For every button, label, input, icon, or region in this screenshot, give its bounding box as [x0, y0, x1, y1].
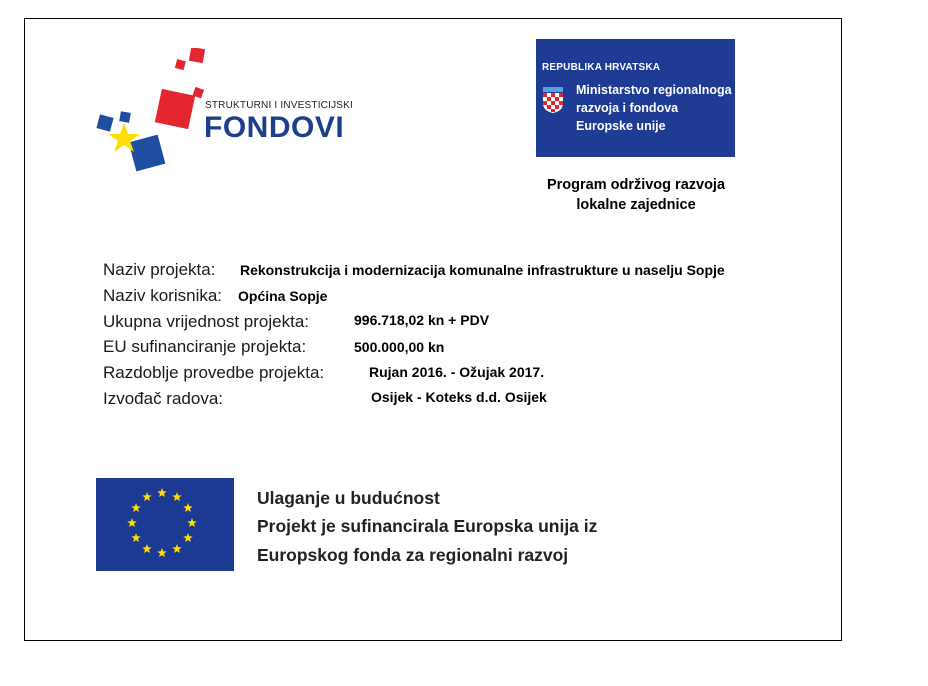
value-implementation-period: Rujan 2016. - Ožujak 2017. [369, 364, 545, 380]
label-eu-cofinancing: EU sufinanciranje projekta: [103, 337, 307, 356]
eu-star-icon [142, 492, 152, 501]
eu-star-icon [183, 503, 193, 512]
eu-star-icon [187, 518, 197, 527]
eu-stars [96, 478, 234, 571]
value-total-value: 996.718,02 kn + PDV [354, 312, 490, 328]
eu-fund-name: Europskog fonda za regionalni razvoj [257, 545, 569, 565]
ministry-logo [536, 39, 735, 157]
eu-star-icon [157, 548, 167, 557]
value-beneficiary: Općina Sopje [238, 288, 328, 304]
value-eu-cofinancing: 500.000,00 kn [354, 339, 445, 355]
value-contractor: Osijek - Koteks d.d. Osijek [371, 389, 547, 405]
eu-star-icon [183, 533, 193, 542]
fondovi-big-text: FONDOVI [204, 111, 345, 144]
label-project-name: Naziv projekta: [103, 260, 216, 279]
label-total-value: Ukupna vrijednost projekta: [103, 312, 310, 331]
eu-star-icon [172, 492, 182, 501]
fondovi-small-text: STRUKTURNI I INVESTICIJSKI [205, 100, 353, 111]
ministry-name: Ministarstvo regionalnoga razvoja i fondova Europske unije [576, 83, 732, 133]
eu-star-icon [172, 544, 182, 553]
eu-flag [96, 478, 234, 571]
eu-star-icon [127, 518, 137, 527]
eu-star-icon [131, 503, 141, 512]
eu-star-icon [142, 544, 152, 553]
eu-cofinanced-text: Projekt je sufinancirala Europska unija iz [257, 516, 598, 536]
value-project-name: Rekonstrukcija i modernizacija komunalne infrastrukture u naselju Sopje [240, 262, 725, 278]
fondovi-logo-graphic [96, 48, 206, 173]
label-contractor: Izvođač radova: [103, 389, 224, 408]
label-implementation-period: Razdoblje provedbe projekta: [103, 363, 325, 382]
eu-star-icon [131, 533, 141, 542]
ministry-country: REPUBLIKA HRVATSKA [542, 62, 661, 73]
label-beneficiary: Naziv korisnika: [103, 286, 223, 305]
eu-star-icon [157, 488, 167, 497]
croatian-coat-of-arms-icon [543, 87, 563, 113]
program-title: Program održivog razvoja lokalne zajednice [546, 177, 726, 213]
fondovi-logo [96, 48, 353, 173]
eu-slogan: Ulaganje u budućnost [257, 488, 440, 508]
